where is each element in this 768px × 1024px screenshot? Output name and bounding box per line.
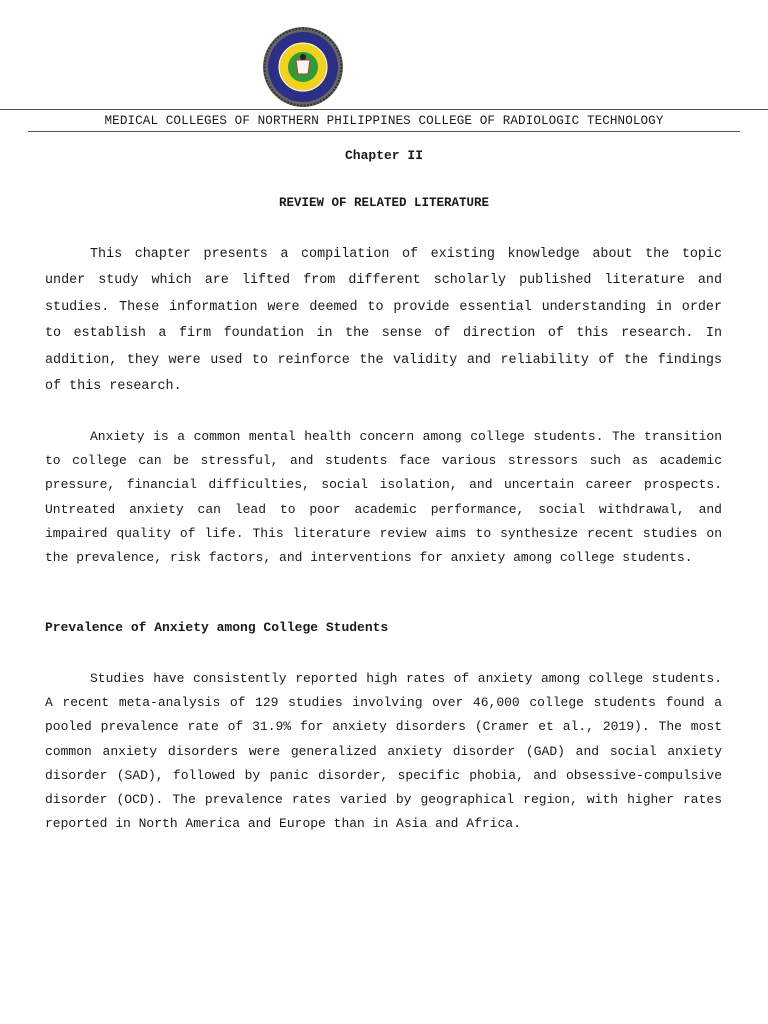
body-paragraph: This chapter presents a compilation of existing knowledge about the topic under study which are lifted from different scholarly published literature and studies. These information were deemed to provide essential understanding in order to establish a firm foundation in the sense of direction of this research. In addition, they were used to reinforce the validity and reliability of the findings of this research. xyxy=(45,247,722,395)
body-paragraph: Anxiety is a common mental health concern among college students. The transition to college can be stressful, and students face various stressors such as academic pressure, financial difficulties, social isolation, and uncertain career prospects. Untreated anxiety can lead to poor academic performance, social withdrawal, and impaired quality of life. This literature review aims to synthesize recent studies on the prevalence, risk factors, and interventions for anxiety among college students. xyxy=(45,429,722,566)
chapter-heading: Chapter II xyxy=(344,148,423,163)
subsection-heading: Prevalence of Anxiety among College Students xyxy=(45,620,389,635)
header-rule-bottom xyxy=(28,131,740,132)
body-paragraph: Studies have consistently reported high rates of anxiety among college students. A recent meta-analysis of 129 studies involving over 46,000 college students found a pooled prevalence rate of 31.9% for anxiety disorders (Cramer et al., 2019). The most common anxiety disorders were generalized anxiety disorder (GAD) and social anxiety disorder (SAD), followed by panic disorder, specific phobia, and obsessive-compulsive disorder (OCD). The prevalence rates varied by geographical region, with higher rates reported in North America and Europe than in Asia and Africa. xyxy=(45,671,722,832)
header-rule-top xyxy=(0,109,768,110)
college-seal-icon xyxy=(262,26,344,108)
institution-header: MEDICAL COLLEGES OF NORTHERN PHILIPPINES COLLEGE OF RADIOLOGIC TECHNOLOGY xyxy=(104,114,664,128)
section-title: REVIEW OF RELATED LITERATURE xyxy=(278,196,490,210)
